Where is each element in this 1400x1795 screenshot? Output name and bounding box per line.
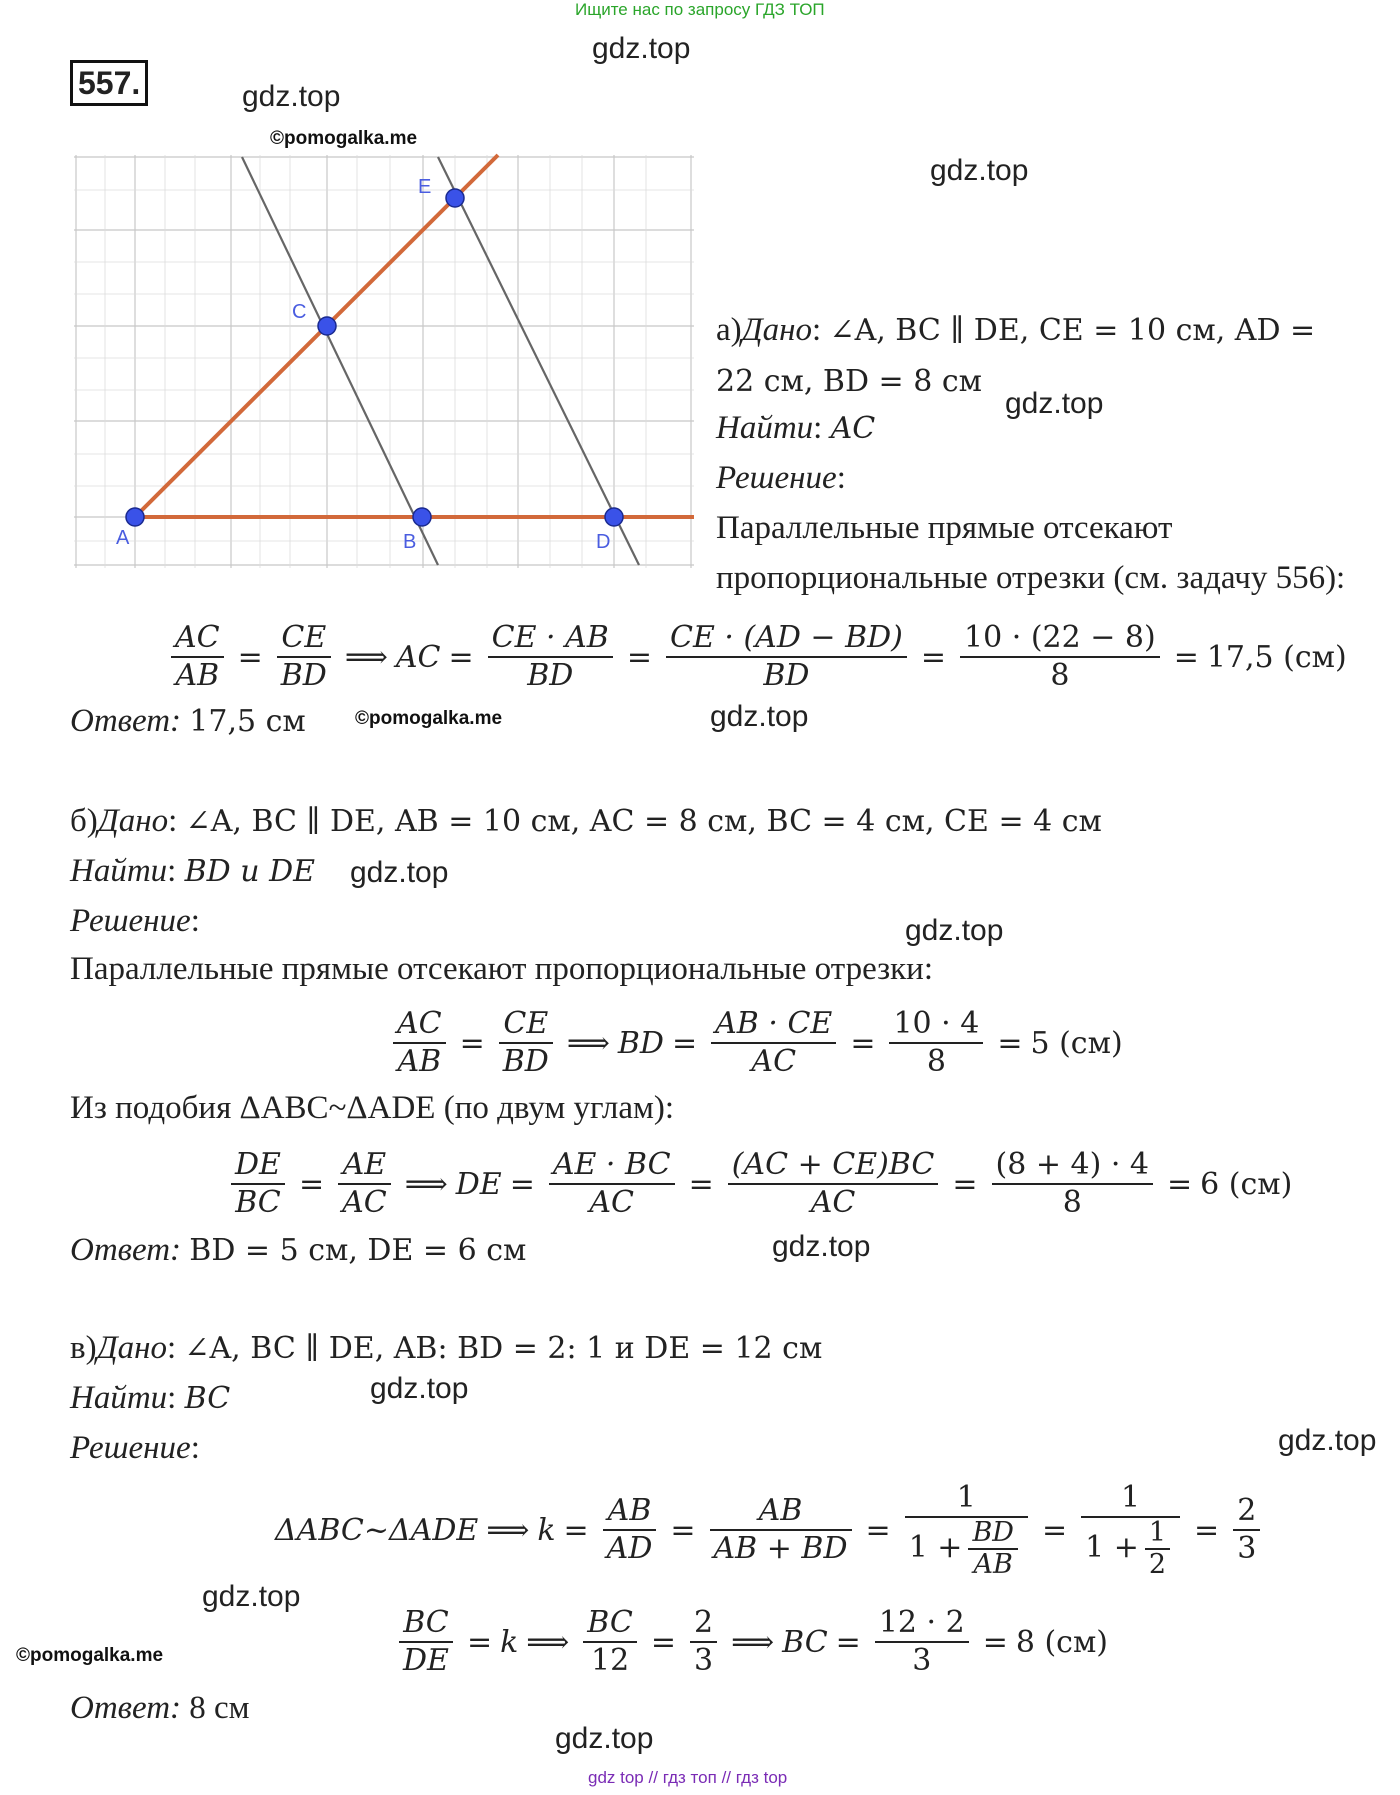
watermark-gdz: gdz.top [202, 1580, 301, 1613]
footer-link-gdz-top-mixed[interactable]: гдз top [735, 1768, 788, 1787]
footer-link-gdz-top[interactable]: gdz top [588, 1768, 644, 1787]
watermark-gdz: gdz.top [370, 1372, 469, 1405]
part-a-answer: Ответ: 17,5 см [70, 703, 306, 739]
footer-links [588, 1768, 787, 1788]
part-b-given: б)Дано: ∠A, BC ∥ DE, AB = 10 см, AC = 8 см, BC = 4 см, CE = 4 см [70, 803, 1102, 839]
part-a-text-line1: Параллельные прямые отсекают [716, 510, 1173, 546]
watermark-gdz: gdz.top [1278, 1424, 1377, 1457]
watermark-pomogalka: ©pomogalka.me [270, 128, 418, 149]
watermark-gdz: gdz.top [555, 1722, 654, 1755]
label-a: A [116, 527, 130, 549]
part-c-find: Найти: BC [70, 1380, 231, 1416]
part-c-solution-label: Решение: [70, 1430, 200, 1466]
watermark-gdz: gdz.top [710, 700, 809, 733]
point-c [318, 317, 336, 335]
footer-separator: // [721, 1768, 732, 1787]
part-a-text-line2: пропорциональные отрезки (см. задачу 556): [716, 560, 1346, 596]
label-d: D [596, 531, 611, 553]
part-a-formula: $\frac{AC}{AB}$ = $\frac{CE}{BD}$ ⟹ AC = $\frac{CE \cdot AB}{BD}$ = $\frac{CE \cdot (AD - BD)}{BD}$ = $\frac{10 \cdot (22 - 8)}{8}$ = 17,5 (см) [165, 627, 1347, 687]
part-c-formula2: $\frac{BC}{DE}$ = k ⟹ $\frac{BC}{12}$ = $\frac{2}{3}$ ⟹ BC = $\frac{12 \cdot 2}{3}$ = 8 (см) [393, 1612, 1108, 1672]
grid [74, 155, 694, 568]
problem-number: 557. [70, 60, 148, 106]
watermark-gdz: gdz.top [350, 856, 449, 889]
watermark-gdz: gdz.top [772, 1230, 871, 1263]
part-c-answer: Ответ: 8 см [70, 1690, 250, 1726]
point-b [413, 508, 431, 526]
label-b: B [403, 531, 417, 553]
watermark-gdz: gdz.top [592, 32, 691, 65]
part-b-find: Найти: BD и DE [70, 853, 316, 889]
part-c-formula1: ΔABC~ΔADE ⟹ k = $\frac{AB}{AD}$ = $\frac{AB}{AB + BD}$ = 1 1 + $\frac{BD}{AB}$ = 1 1 + $\frac{1}{2}$ = $\frac{2}{3}$ [275, 1490, 1266, 1570]
point-d [605, 508, 623, 526]
line-de [438, 157, 639, 565]
part-c-given: в)Дано: ∠A, BC ∥ DE, AB: BD = 2: 1 и DE = 12 см [70, 1330, 823, 1366]
part-a-find: Найти: AC [716, 410, 876, 446]
watermark-gdz: gdz.top [905, 914, 1004, 947]
part-b-formula2: $\frac{DE}{BC}$ = $\frac{AE}{AC}$ ⟹ DE = $\frac{AE \cdot BC}{AC}$ = $\frac{(AC + CE)BC}{AC}$ = $\frac{(8 + 4) \cdot 4}{8}$ = 6 (см) [225, 1154, 1292, 1214]
watermark-gdz: gdz.top [930, 154, 1029, 187]
geometry-figure [0, 0, 720, 580]
point-a [126, 508, 144, 526]
watermark-gdz: gdz.top [1005, 387, 1104, 420]
watermark-gdz: gdz.top [242, 80, 341, 113]
part-a-given-line1: а)Дано: ∠A, BC ∥ DE, CE = 10 см, AD = [716, 312, 1316, 348]
footer-link-gdz-top-ru[interactable]: гдз топ [662, 1768, 717, 1787]
top-search-link[interactable]: Ищите нас по запросу ГДЗ ТОП [575, 0, 825, 19]
part-b-formula1: $\frac{AC}{AB}$ = $\frac{CE}{BD}$ ⟹ BD = $\frac{AB \cdot CE}{AC}$ = $\frac{10 \cdot 4}{8}$ = 5 (см) [387, 1013, 1123, 1073]
label-e: E [418, 176, 432, 198]
part-a-given-line2: 22 см, BD = 8 см [716, 364, 982, 399]
watermark-pomogalka: ©pomogalka.me [355, 708, 503, 729]
part-b-answer: Ответ: BD = 5 см, DE = 6 см [70, 1232, 527, 1268]
part-b-solution-label: Решение: [70, 903, 200, 939]
line-bc [242, 157, 438, 565]
point-e [446, 189, 464, 207]
watermark-pomogalka: ©pomogalka.me [16, 1645, 164, 1666]
part-b-text1: Параллельные прямые отсекают пропорциональные отрезки: [70, 951, 934, 987]
part-a-solution-label: Решение: [716, 460, 846, 496]
footer-separator: // [648, 1768, 658, 1787]
part-b-text2: Из подобия ΔABC~ΔADE (по двум углам): [70, 1090, 675, 1126]
ray-ae [135, 155, 498, 517]
label-c: C [292, 301, 307, 323]
